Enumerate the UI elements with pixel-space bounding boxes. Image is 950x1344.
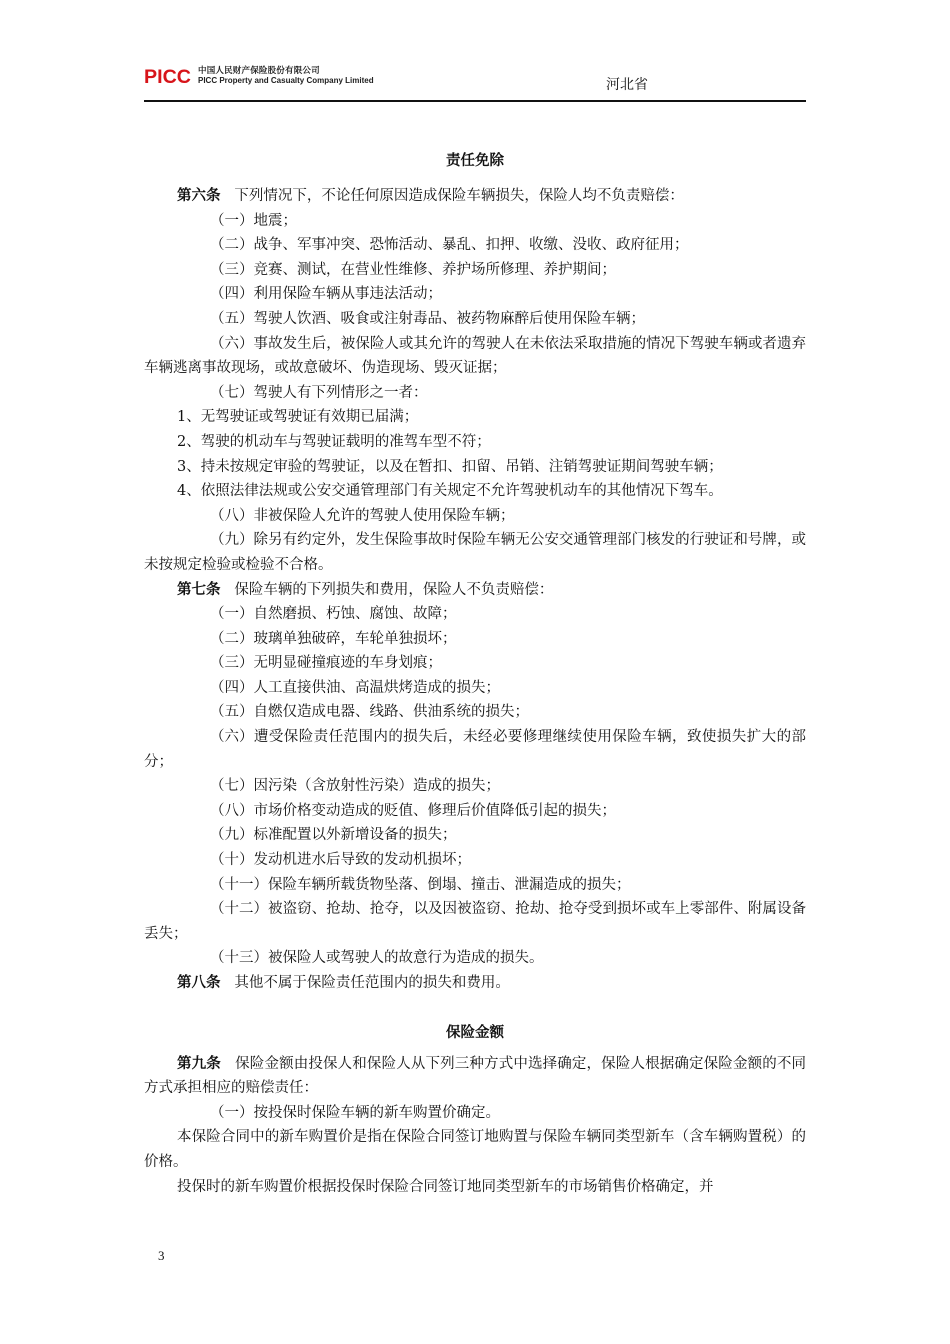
sub-item: 3、持未按规定审验的驾驶证，以及在暂扣、扣留、吊销、注销驾驶证期间驾驶车辆； <box>177 458 723 475</box>
page-number: 3 <box>158 1248 165 1263</box>
list-item: （八）非被保险人允许的驾驶人使用保险车辆； <box>210 507 515 524</box>
list-item: （十二）被盗窃、抢劫、抢夺，以及因被盗窃、抢劫、抢夺受到损坏或车上零部件、附属设备丢失； <box>144 901 806 942</box>
list-item: （九）标准配置以外新增设备的损失； <box>210 827 457 844</box>
article-text: 保险金额由投保人和保险人从下列三种方式中选择确定，保险人根据确定保险金额的不同方式承担相应的赔偿责任： <box>144 1055 806 1097</box>
article-label: 第九条 <box>177 1055 221 1072</box>
list-item: （三）竞赛、测试，在营业性维修、养护场所修理、养护期间； <box>210 261 616 278</box>
list-item: （十三）被保险人或驾驶人的故意行为造成的损失。 <box>210 950 544 967</box>
list-item: （五）自燃仅造成电器、线路、供油系统的损失； <box>210 704 529 721</box>
list-item: （八）市场价格变动造成的贬值、修理后价值降低引起的损失； <box>210 802 616 819</box>
article-6 <box>144 184 806 209</box>
list-item: （十一）保险车辆所载货物坠落、倒塌、撞击、泄漏造成的损失； <box>210 876 631 893</box>
article-text: 保险车辆的下列损失和费用，保险人不负责赔偿： <box>234 581 554 598</box>
paragraph: 本保险合同中的新车购置价是指在保险合同签订地购置与保险车辆同类型新车（含车辆购置税）的价格。 <box>144 1129 806 1170</box>
page-header <box>144 62 806 102</box>
article-label: 第八条 <box>177 975 221 991</box>
list-item: （六）遭受保险责任范围内的损失后，未经必要修理继续使用保险车辆，致使损失扩大的部分； <box>144 729 806 770</box>
sub-item: 2、驾驶的机动车与驾驶证载明的准驾车型不符； <box>177 433 491 450</box>
sub-item: 4、依照法律法规或公安交通管理部门有关规定不允许驾驶机动车的其他情况下驾车。 <box>177 483 723 500</box>
list-item: （七）驾驶人有下列情形之一者： <box>210 384 428 401</box>
list-item: （三）无明显碰撞痕迹的车身划痕； <box>210 655 442 672</box>
article-label: 第六条 <box>177 188 221 204</box>
company-name <box>198 66 374 86</box>
list-item: （四）人工直接供油、高温烘烤造成的损失； <box>210 679 500 696</box>
list-item: （七）因污染（含放射性污染）造成的损失； <box>210 778 500 795</box>
article-label: 第七条 <box>177 581 221 598</box>
list-item: （十）发动机进水后导致的发动机损坏； <box>210 852 471 869</box>
section-heading-exclusions: 责任免除 <box>446 153 504 169</box>
header-divider <box>144 100 806 102</box>
list-item: （五）驾驶人饮酒、吸食或注射毒品、被药物麻醉后使用保险车辆； <box>210 310 645 327</box>
list-item: （一）自然磨损、朽蚀、腐蚀、故障； <box>210 606 457 623</box>
list-item: （二）战争、军事冲突、恐怖活动、暴乱、扣押、收缴、没收、政府征用； <box>210 237 689 254</box>
article-8 <box>144 971 806 996</box>
picc-logo <box>144 65 192 87</box>
article-7 <box>144 578 806 603</box>
document-body <box>144 148 806 1199</box>
section-heading-sum-insured: 保险金额 <box>446 1024 504 1041</box>
list-item: （一）地震； <box>210 212 297 229</box>
paragraph: 投保时的新车购置价根据投保时保险合同签订地同类型新车的市场销售价格确定，并 <box>177 1178 714 1195</box>
article-text: 下列情况下，不论任何原因造成保险车辆损失，保险人均不负责赔偿： <box>234 188 684 204</box>
picc-logo-icon <box>144 65 192 87</box>
company-name-cn: 中国人民财产保险股份有限公司 <box>198 66 320 76</box>
sub-item: 1、无驾驶证或驾驶证有效期已届满； <box>177 409 419 426</box>
company-name-en: PICC Property and Casualty Company Limited <box>198 76 374 85</box>
province-label: 河北省 <box>606 77 648 93</box>
article-9 <box>144 1052 806 1101</box>
list-item: （四）利用保险车辆从事违法活动； <box>210 286 442 303</box>
list-item: （一）按投保时保险车辆的新车购置价确定。 <box>210 1104 500 1121</box>
svg-text:PICC: PICC <box>144 67 192 87</box>
list-item: （六）事故发生后，被保险人或其允许的驾驶人在未依法采取措施的情况下驾驶车辆或者遗弃车辆逃离事故现场，或故意破坏、伪造现场、毁灭证据； <box>144 335 806 377</box>
list-item: （九）除另有约定外，发生保险事故时保险车辆无公安交通管理部门核发的行驶证和号牌，或未按规定检验或检验不合格。 <box>144 532 806 573</box>
article-text: 其他不属于保险责任范围内的损失和费用。 <box>234 975 510 991</box>
list-item: （二）玻璃单独破碎，车轮单独损坏； <box>210 630 457 647</box>
